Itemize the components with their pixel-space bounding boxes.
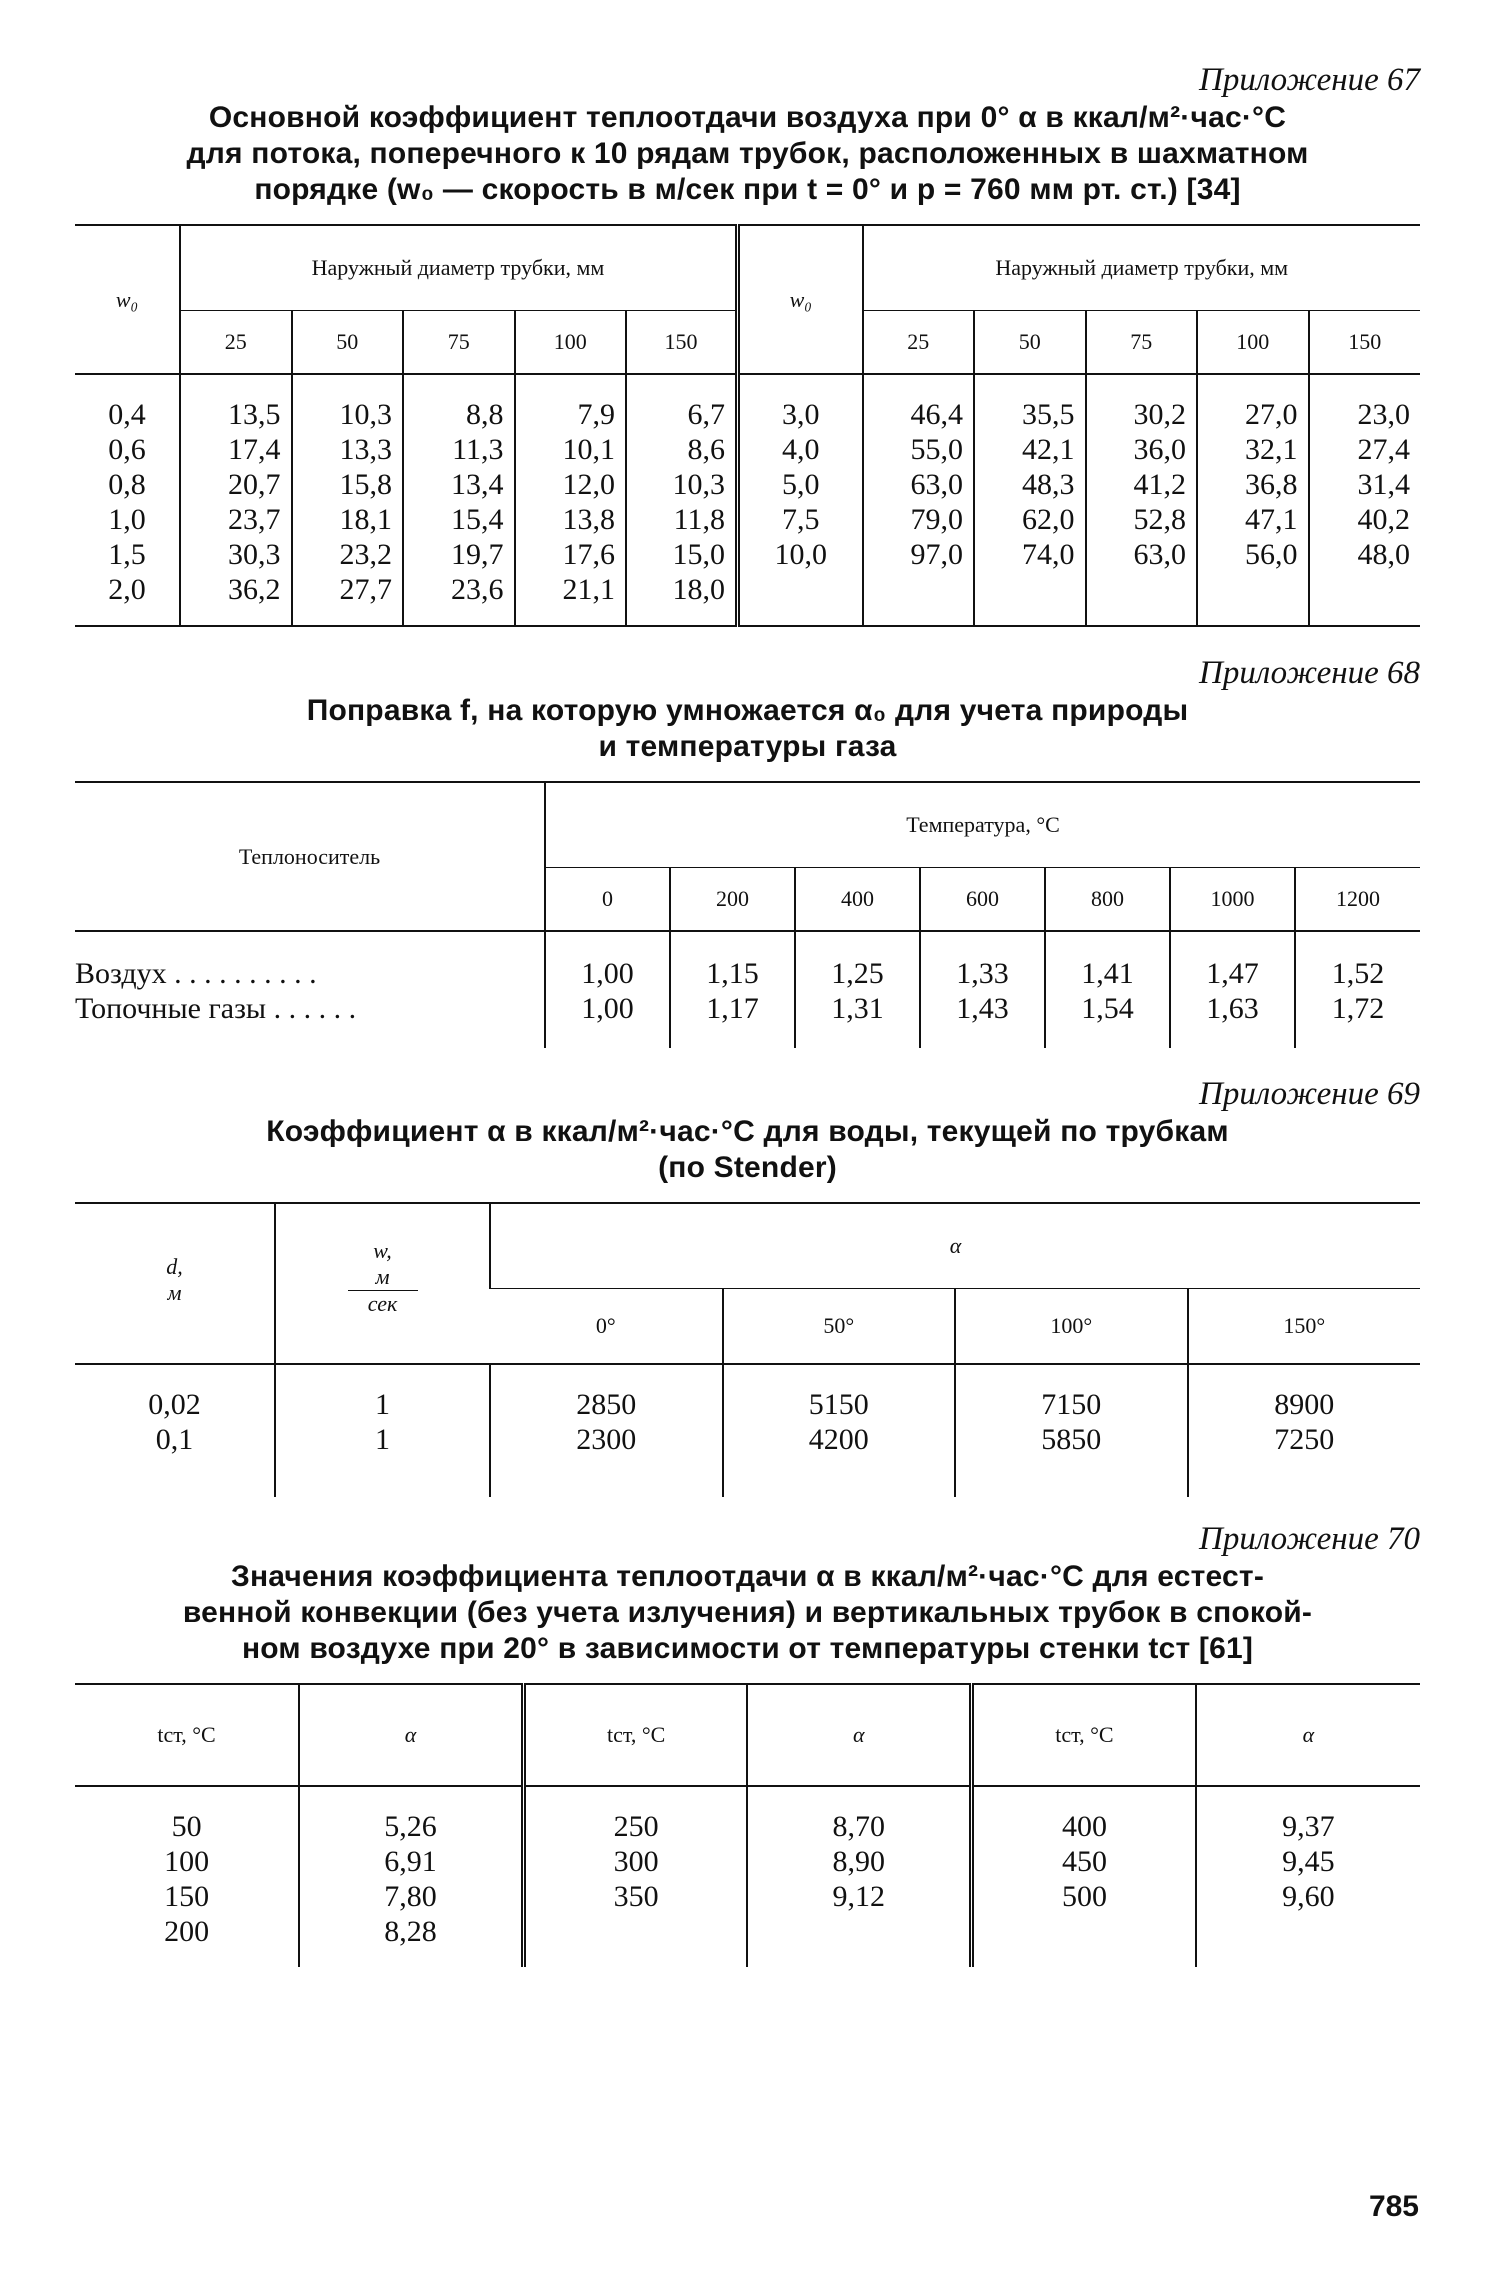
title-line: порядке (w₀ — скорость в м/сек при t = 0° и p = 760 мм рт. ст.) [34] — [254, 173, 1241, 206]
cell-values: 10,3 13,3 15,8 18,1 23,2 27,7 — [292, 374, 404, 626]
col-d-header: d, м — [166, 1254, 183, 1305]
cell-values: 27,0 32,1 36,8 47,1 56,0 — [1197, 374, 1309, 626]
cell-value: 1,63 — [1170, 991, 1295, 1048]
col-temperature: 100° — [955, 1289, 1188, 1365]
group-header-temperature: Температура, °C — [545, 782, 1420, 868]
cell-value: 1,17 — [670, 991, 795, 1048]
title-line: венной конвекции (без учета излучения) и вертикальных трубок в спокой- — [182, 1596, 1313, 1629]
col-diameter: 50 — [292, 311, 404, 375]
title-line: (по Stender) — [658, 1151, 837, 1184]
appendix-69-title — [75, 1114, 1420, 1186]
appendix-68-label: Приложение 68 — [1199, 655, 1420, 691]
cell-value: 1,72 — [1295, 991, 1420, 1048]
row-label: Воздух . . . — [75, 931, 545, 991]
col-temperature: 600 — [920, 868, 1045, 932]
cell-value: 1,33 — [920, 931, 1045, 991]
col-temperature: 150° — [1188, 1289, 1421, 1365]
cell-values: 8,8 11,3 13,4 15,4 19,7 23,6 — [403, 374, 515, 626]
col-diameter: 75 — [403, 311, 515, 375]
page-number: 785 — [1368, 2190, 1419, 2223]
col-diameter: 100 — [515, 311, 627, 375]
t-values: 250 300 350 — [523, 1786, 747, 1967]
table-67 — [75, 224, 1420, 627]
cell-value: 1,00 — [545, 991, 670, 1048]
col-diameter: 100 — [1197, 311, 1309, 375]
col-t-header: tст, °C — [157, 1722, 216, 1747]
cell-values: 35,5 42,1 48,3 62,0 74,0 — [974, 374, 1086, 626]
cell-values: 2850 2300 — [490, 1364, 723, 1497]
table-68 — [75, 781, 1420, 1048]
group-header-diameter: Наружный диаметр трубки, мм — [863, 225, 1421, 311]
col-alpha-header: α — [747, 1684, 971, 1786]
col-alpha-header: α — [1196, 1684, 1420, 1786]
cell-values: 6,7 8,6 10,3 11,8 15,0 18,0 — [626, 374, 738, 626]
cell-value: 1,31 — [795, 991, 920, 1048]
cell-values: 5150 4200 — [723, 1364, 956, 1497]
cell-value: 1,54 — [1045, 991, 1170, 1048]
col-diameter: 150 — [1309, 311, 1421, 375]
alpha-values: 9,37 9,45 9,60 — [1196, 1786, 1420, 1967]
col-diameter: 50 — [974, 311, 1086, 375]
cell-value: 1,43 — [920, 991, 1045, 1048]
col-temperature: 800 — [1045, 868, 1170, 932]
group-header-alpha: α — [490, 1203, 1420, 1289]
appendix-70-title — [75, 1559, 1420, 1667]
row-label: Топочные газы . . . . . . — [75, 992, 357, 1025]
col-temperature: 200 — [670, 868, 795, 932]
title-line: Коэффициент α в ккал/м²·час·°C для воды, текущей по трубкам — [266, 1115, 1229, 1148]
col-w0-header: w₀ — [738, 225, 863, 374]
cell-value: 1,52 — [1295, 931, 1420, 991]
col-temperature: 0° — [595, 1313, 616, 1338]
col-diameter: 75 — [1086, 311, 1198, 375]
alpha-values: 5,26 6,91 7,80 8,28 — [299, 1786, 523, 1967]
appendix-68-title — [75, 693, 1420, 765]
w-values: 1 1 — [275, 1364, 490, 1497]
t-values: 50 100 150 200 — [164, 1810, 210, 1948]
table-row — [75, 931, 1420, 991]
col-t-header: tст, °C — [972, 1684, 1196, 1786]
table-70 — [75, 1683, 1420, 1967]
col-t-header: tст, °C — [523, 1684, 747, 1786]
title-line: для потока, поперечного к 10 рядам трубок, расположенных в шахматном — [186, 137, 1309, 170]
col-w-header: w, м сек — [275, 1203, 490, 1364]
alpha-values: 8,70 8,90 9,12 — [747, 1786, 971, 1967]
title-line: Основной коэффициент теплоотдачи воздуха при 0° α в ккал/м²·час·°C — [208, 101, 1287, 134]
t-values: 400 450 500 — [972, 1786, 1196, 1967]
cell-values: 8900 7250 — [1188, 1364, 1421, 1497]
title-line: и температуры газа — [598, 730, 897, 763]
col-diameter: 25 — [180, 311, 292, 375]
appendix-69-label: Приложение 69 — [1199, 1076, 1420, 1112]
col-diameter: 25 — [863, 311, 975, 375]
cell-values: 30,2 36,0 41,2 52,8 63,0 — [1086, 374, 1198, 626]
cell-value: 1,41 — [1045, 931, 1170, 991]
w0-values: 3,0 4,0 5,0 7,5 10,0 — [738, 374, 863, 626]
cell-values: 13,5 17,4 20,7 23,7 30,3 36,2 — [180, 374, 292, 626]
title-line: Значения коэффициента теплоотдачи α в ккал/м²·час·°C для естест- — [230, 1560, 1265, 1593]
title-line: Поправка f, на которую умножается α₀ для учета природы — [306, 694, 1189, 727]
w0-values: 0,4 0,6 0,8 1,0 1,5 2,0 — [108, 398, 146, 606]
cell-values: 7,9 10,1 12,0 13,8 17,6 21,1 — [515, 374, 627, 626]
title-line: ном воздухе при 20° в зависимости от температуры стенки tст [61] — [241, 1632, 1254, 1665]
col-temperature: 1200 — [1295, 868, 1420, 932]
col-temperature: 400 — [795, 868, 920, 932]
cell-value: 1,25 — [795, 931, 920, 991]
col-w0-header: w₀ — [115, 286, 139, 312]
cell-value: 1,00 — [545, 931, 670, 991]
cell-values: 46,4 55,0 63,0 79,0 97,0 — [863, 374, 975, 626]
appendix-67-title — [75, 100, 1420, 208]
table-row — [75, 991, 1420, 1048]
col-diameter: 150 — [626, 311, 738, 375]
col-alpha-header: α — [299, 1684, 523, 1786]
cell-value: 1,47 — [1170, 931, 1295, 991]
cell-values: 23,0 27,4 31,4 40,2 48,0 — [1309, 374, 1421, 626]
col-medium-header: Теплоноситель — [238, 843, 381, 869]
col-temperature: 0 — [545, 868, 670, 932]
appendix-67-label: Приложение 67 — [1199, 62, 1420, 98]
appendix-70-label: Приложение 70 — [1199, 1521, 1420, 1557]
group-header-diameter: Наружный диаметр трубки, мм — [180, 225, 738, 311]
col-temperature: 1000 — [1170, 868, 1295, 932]
col-temperature: 50° — [723, 1289, 956, 1365]
d-values: 0,02 0,1 — [148, 1388, 201, 1456]
cell-value: 1,15 — [670, 931, 795, 991]
book-page — [75, 60, 1420, 1967]
table-69 — [75, 1202, 1420, 1497]
cell-values: 7150 5850 — [955, 1364, 1188, 1497]
